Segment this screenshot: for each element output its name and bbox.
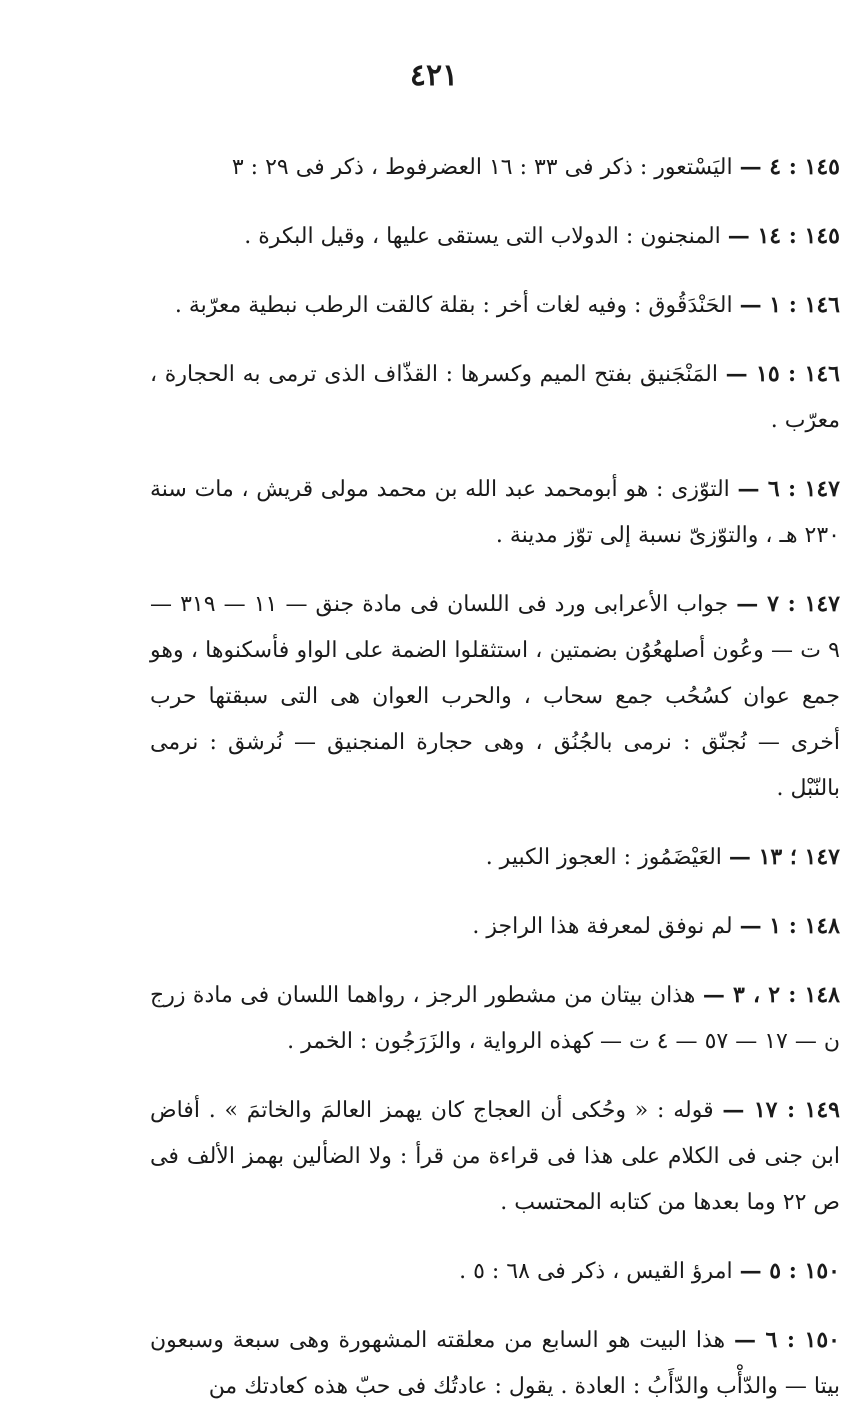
note-text: المَنْجَنيق بفتح الميم وكسرها : القذّاف الذى ترمى به الحجارة ، معرّب .: [150, 362, 840, 433]
note-entry: [150, 1087, 840, 1226]
note-reference: ١٥٠ : ٥ —: [739, 1258, 840, 1284]
note-text: العَيْضَمُوز : العجوز الكبير .: [485, 845, 722, 870]
note-text: جواب الأعرابى ورد فى اللسان فى مادة جنق — ١١ — ٣١٩ — ٩ ت — وعُون أصلهعُوُن بضمتين ، استثقلوا الضمة على الواو فأسكنوها ، وهو جمع عوان كسُحُب جمع سحاب ، والحرب العوان هى التى سبقتها حرب أخرى — نُجنّق : نرمى بالجُنُق ، وهى حجارة المنجنيق — نُرشق : نرمى بالنّبْل .: [150, 592, 840, 801]
note-text: هذا البيت هو السابع من معلقته المشهورة وهى سبعة وسبعون بيتا — والدّأْب والدّأَبُ : العادة . يقول : عادتُك فى حبّ هذه كعادتك من: [150, 1328, 840, 1399]
note-entry: [150, 972, 840, 1065]
note-reference: ١٤٥ : ١٤ —: [727, 223, 840, 249]
note-reference: ١٤٨ : ١ —: [739, 913, 840, 939]
note-entry: [150, 144, 840, 191]
note-entry: [150, 1248, 840, 1295]
note-entry: [150, 466, 840, 559]
note-text: قوله : « وحُكى أن العجاج كان يهمز العالمَ والخاتمَ » . أفاض ابن جنى فى الكلام على هذا فى قراءة من قرأ : ولا الضألين بهمز الألف فى ص ٢٢ وما بعدها من كتابه المحتسب .: [150, 1098, 840, 1215]
page-number: ٤٢١: [409, 58, 459, 93]
note-entry: [150, 903, 840, 950]
note-entry: [150, 213, 840, 260]
note-entry: [150, 282, 840, 329]
note-text: اليَسْتعور : ذكر فى ٣٣ : ١٦ العضرفوط ، ذكر فى ٢٩ : ٣: [231, 155, 733, 180]
note-text: المنجنون : الدولاب التى يستقى عليها ، وقيل البكرة .: [244, 224, 721, 249]
note-entry: [150, 1317, 840, 1410]
note-reference: ١٤٦ : ١ —: [739, 292, 840, 318]
note-reference: ١٤٥ : ٤ —: [739, 154, 840, 180]
note-reference: ١٥٠ : ٦ —: [734, 1327, 840, 1353]
note-text: هذان بيتان من مشطور الرجز ، رواهما اللسان فى مادة زرج ن — ١٧ — ٥٧ — ٤ ت — كهذه الرواية ، والزَرَجُون : الخمر .: [150, 983, 840, 1054]
note-reference: ١٤٦ : ١٥ —: [725, 361, 840, 387]
note-reference: ١٤٧ ؛ ١٣ —: [728, 844, 840, 870]
note-reference: ١٤٧ : ٧ —: [736, 591, 840, 617]
note-text: امرؤ القيس ، ذكر فى ٦٨ : ٥ .: [459, 1259, 733, 1284]
note-entry: [150, 834, 840, 881]
note-text: لم نوفق لمعرفة هذا الراجز .: [472, 914, 733, 939]
note-reference: ١٤٨ : ٢ ، ٣ —: [702, 982, 840, 1008]
note-entry: [150, 581, 840, 812]
note-text: التوّزى : هو أبومحمد عبد الله بن محمد مولى قريش ، مات سنة ٢٣٠ هـ ، والتوّزىّ نسبة إلى توّز مدينة .: [150, 477, 840, 548]
note-entry: [150, 351, 840, 444]
note-reference: ١٤٧ : ٦ —: [737, 476, 840, 502]
notes-list: [150, 122, 840, 1418]
note-text: الحَنْدَقُوق : وفيه لغات أخر : بقلة كالقت الرطب نبطية معرّبة .: [174, 293, 733, 318]
note-reference: ١٤٩ : ١٧ —: [722, 1097, 840, 1123]
